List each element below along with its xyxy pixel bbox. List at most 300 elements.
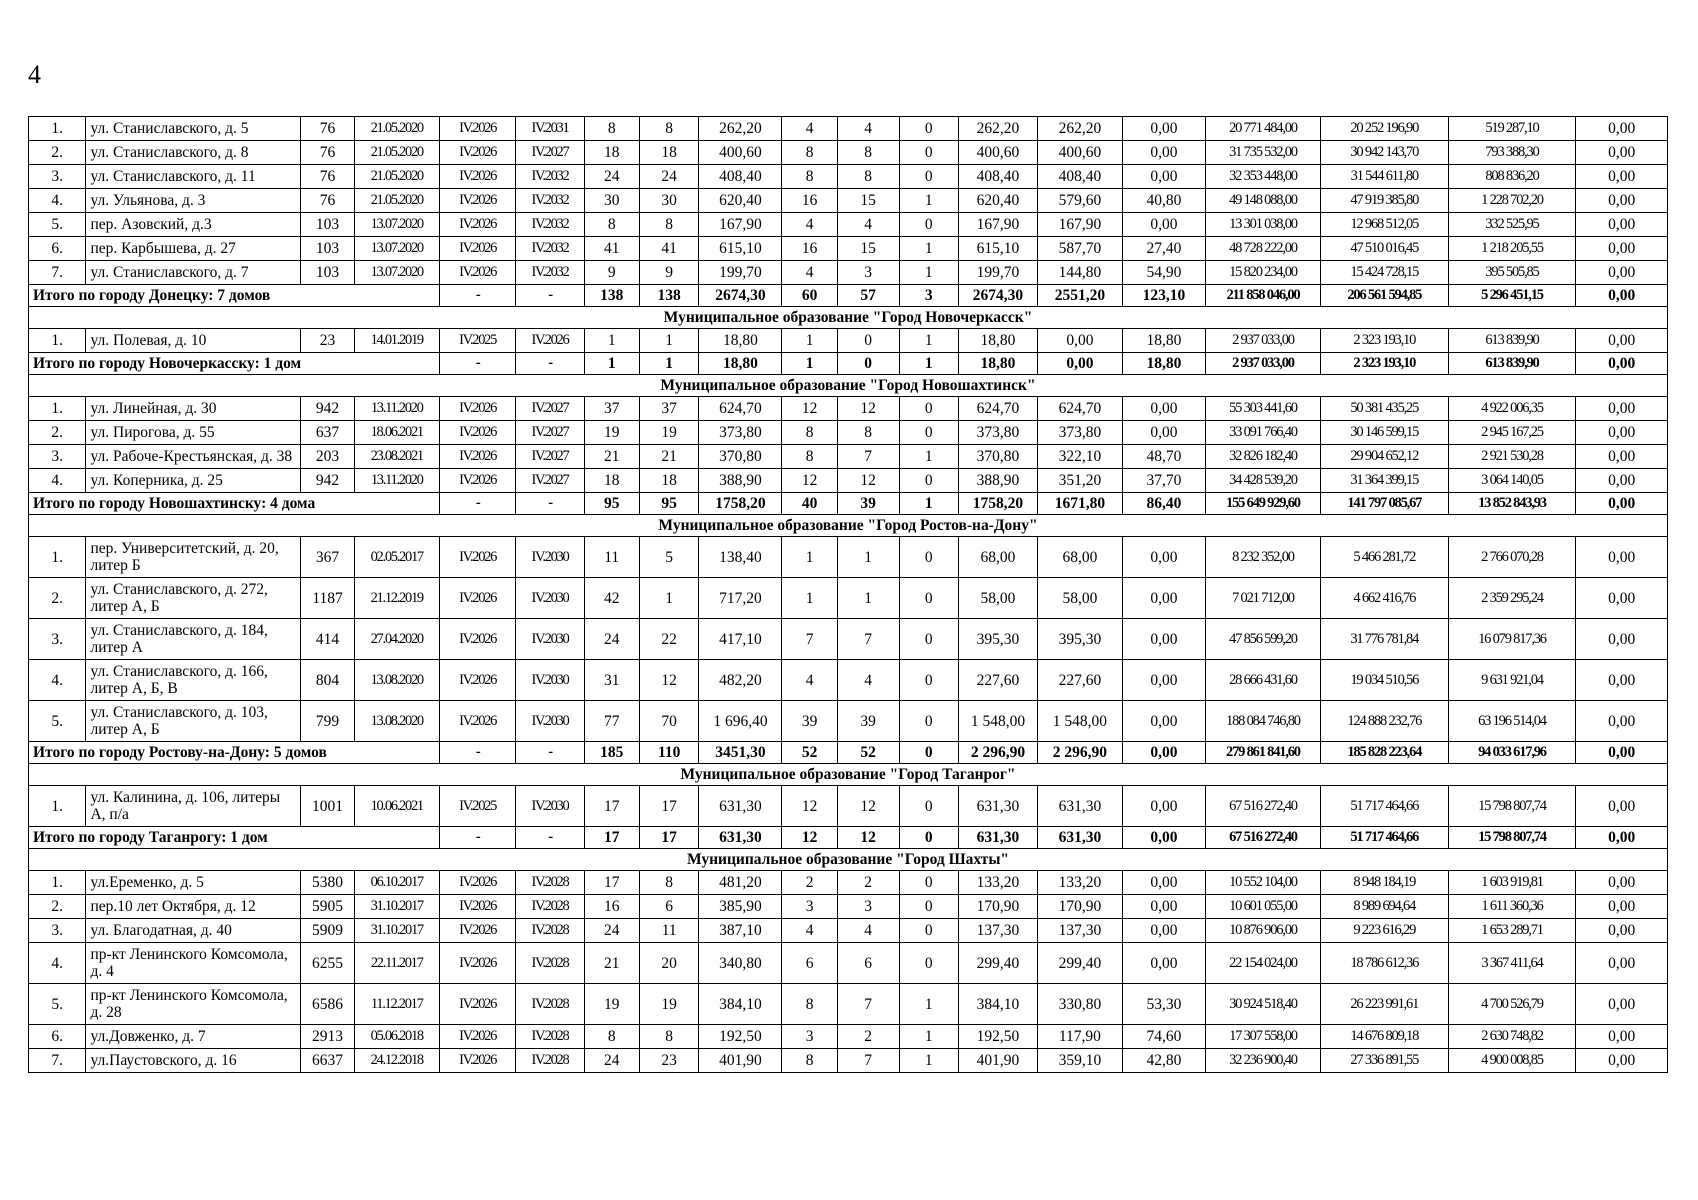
address-cell: пр-кт Ленинского Комсомола, д. 4 xyxy=(86,943,301,984)
total-label: Итого по городу Таганрогу: 1 дом xyxy=(29,827,440,849)
residents-to-move-cell: 11 xyxy=(639,919,699,943)
premises-private-cell: 0 xyxy=(899,421,959,445)
area-municipal-cell: 330,80 xyxy=(1037,984,1122,1025)
area-total-cell: 133,20 xyxy=(959,871,1038,895)
plan-date-cell: IV.2026 xyxy=(439,919,516,943)
deadline-cell: IV.2032 xyxy=(516,261,584,285)
doc-number-cell: 799 xyxy=(301,701,354,742)
area-total-cell: 400,60 xyxy=(959,141,1038,165)
area-total-cell: 137,30 xyxy=(959,919,1038,943)
doc-number-cell: 6637 xyxy=(301,1049,354,1073)
row-number-cell: 3. xyxy=(29,445,86,469)
deadline-cell: IV.2030 xyxy=(516,578,584,619)
premises-private-cell: 1 xyxy=(899,1025,959,1049)
row-number-cell: 7. xyxy=(29,1049,86,1073)
cost-other-cell: 0,00 xyxy=(1576,445,1668,469)
premises-total-cell: 6 xyxy=(782,943,837,984)
premises-private-cell: 0 xyxy=(899,919,959,943)
area-cell: 400,60 xyxy=(699,141,782,165)
cost-budget-cell: 2 630 748,82 xyxy=(1448,1025,1576,1049)
premises-private-cell: 0 xyxy=(899,397,959,421)
cost-budget-cell: 4 700 526,79 xyxy=(1448,984,1576,1025)
total-deadline-cell: 185 xyxy=(584,742,639,764)
premises-private-cell: 0 xyxy=(899,141,959,165)
doc-number-cell: 5909 xyxy=(301,919,354,943)
address-cell: ул. Линейная, д. 30 xyxy=(86,397,301,421)
section-heading: Муниципальное образование "Город Ростов-на-Дону" xyxy=(29,515,1668,537)
cost-other-cell: 0,00 xyxy=(1576,165,1668,189)
total-row xyxy=(29,742,1668,764)
doc-number-cell: 103 xyxy=(301,237,354,261)
cost-budget-cell: 16 079 817,36 xyxy=(1448,619,1576,660)
plan-date-cell: IV.2026 xyxy=(439,984,516,1025)
plan-date-cell: IV.2026 xyxy=(439,578,516,619)
table-row xyxy=(29,660,1668,701)
premises-private-cell: 1 xyxy=(899,189,959,213)
premises-total-cell: 16 xyxy=(782,189,837,213)
area-private-cell: 0,00 xyxy=(1122,943,1205,984)
area-total-cell: 262,20 xyxy=(959,117,1038,141)
cost-total-cell: 7 021 712,00 xyxy=(1205,578,1320,619)
row-number-cell: 2. xyxy=(29,578,86,619)
doc-number-cell: 76 xyxy=(301,189,354,213)
cost-other-cell: 0,00 xyxy=(1576,895,1668,919)
area-cell: 387,10 xyxy=(699,919,782,943)
area-private-cell: 0,00 xyxy=(1122,213,1205,237)
premises-municipal-cell: 12 xyxy=(837,469,899,493)
cost-budget-cell: 613 839,90 xyxy=(1448,329,1576,353)
total-residents-cell: 1 xyxy=(639,353,699,375)
table-row xyxy=(29,895,1668,919)
residents-to-move-cell: 8 xyxy=(639,117,699,141)
table-row xyxy=(29,445,1668,469)
row-number-cell: 1. xyxy=(29,117,86,141)
doc-number-cell: 76 xyxy=(301,165,354,189)
row-number-cell: 1. xyxy=(29,329,86,353)
area-municipal-cell: 373,80 xyxy=(1037,421,1122,445)
total-cost-budget-cell: 0,00 xyxy=(1576,493,1668,515)
premises-private-cell: 0 xyxy=(899,895,959,919)
residents-cell: 42 xyxy=(584,578,639,619)
table-row xyxy=(29,619,1668,660)
total-premises-municipal-cell: 1 xyxy=(899,353,959,375)
total-label: Итого по городу Новошахтинску: 4 дома xyxy=(29,493,440,515)
residents-cell: 17 xyxy=(584,786,639,827)
plan-date-cell: IV.2026 xyxy=(439,117,516,141)
plan-date-cell: IV.2026 xyxy=(439,469,516,493)
address-cell: ул. Калинина, д. 106, литеры А, п/а xyxy=(86,786,301,827)
premises-municipal-cell: 1 xyxy=(837,578,899,619)
area-private-cell: 0,00 xyxy=(1122,117,1205,141)
premises-private-cell: 1 xyxy=(899,445,959,469)
residents-cell: 24 xyxy=(584,919,639,943)
doc-number-cell: 1001 xyxy=(301,786,354,827)
doc-date-cell: 05.06.2018 xyxy=(354,1025,439,1049)
address-cell: ул. Станиславского, д. 272, литер А, Б xyxy=(86,578,301,619)
total-label: Итого по городу Ростову-на-Дону: 5 домов xyxy=(29,742,440,764)
premises-municipal-cell: 6 xyxy=(837,943,899,984)
cost-budget-cell: 2 945 167,25 xyxy=(1448,421,1576,445)
premises-total-cell: 1 xyxy=(782,578,837,619)
cost-total-cell: 188 084 746,80 xyxy=(1205,701,1320,742)
cost-other-cell: 0,00 xyxy=(1576,237,1668,261)
cost-total-cell: 47 856 599,20 xyxy=(1205,619,1320,660)
total-area-total-cell: 0,00 xyxy=(1037,353,1122,375)
premises-municipal-cell: 4 xyxy=(837,660,899,701)
premises-municipal-cell: 15 xyxy=(837,237,899,261)
total-residents-cell: 138 xyxy=(639,285,699,307)
residents-to-move-cell: 8 xyxy=(639,1025,699,1049)
deadline-cell: IV.2027 xyxy=(516,445,584,469)
row-number-cell: 5. xyxy=(29,213,86,237)
area-cell: 481,20 xyxy=(699,871,782,895)
row-number-cell: 2. xyxy=(29,141,86,165)
area-cell: 624,70 xyxy=(699,397,782,421)
table-row xyxy=(29,943,1668,984)
residents-cell: 19 xyxy=(584,984,639,1025)
page-number: 4 xyxy=(28,60,41,89)
cost-other-cell: 0,00 xyxy=(1576,786,1668,827)
cost-total-cell: 2 937 033,00 xyxy=(1205,329,1320,353)
area-total-cell: 199,70 xyxy=(959,261,1038,285)
total-plan-date-cell: - xyxy=(516,742,584,764)
total-cost-total-cell: 51 717 464,66 xyxy=(1320,827,1448,849)
cost-fund-cell: 29 904 652,12 xyxy=(1320,445,1448,469)
premises-municipal-cell: 39 xyxy=(837,701,899,742)
residents-cell: 41 xyxy=(584,237,639,261)
area-cell: 717,20 xyxy=(699,578,782,619)
total-area-private-cell: 279 861 841,60 xyxy=(1205,742,1320,764)
doc-date-cell: 21.05.2020 xyxy=(354,165,439,189)
residents-cell: 8 xyxy=(584,213,639,237)
total-doc-date-cell: - xyxy=(439,285,516,307)
premises-total-cell: 4 xyxy=(782,213,837,237)
residents-to-move-cell: 5 xyxy=(639,537,699,578)
area-municipal-cell: 137,30 xyxy=(1037,919,1122,943)
total-cost-budget-cell: 0,00 xyxy=(1576,742,1668,764)
area-cell: 1 696,40 xyxy=(699,701,782,742)
residents-cell: 37 xyxy=(584,397,639,421)
total-area-cell: 1 xyxy=(782,353,837,375)
cost-other-cell: 0,00 xyxy=(1576,871,1668,895)
area-municipal-cell: 400,60 xyxy=(1037,141,1122,165)
cost-total-cell: 33 091 766,40 xyxy=(1205,421,1320,445)
area-private-cell: 53,30 xyxy=(1122,984,1205,1025)
section-heading: Муниципальное образование "Город Новошахтинск" xyxy=(29,375,1668,397)
area-private-cell: 0,00 xyxy=(1122,141,1205,165)
area-cell: 199,70 xyxy=(699,261,782,285)
row-number-cell: 5. xyxy=(29,984,86,1025)
area-total-cell: 408,40 xyxy=(959,165,1038,189)
area-total-cell: 373,80 xyxy=(959,421,1038,445)
doc-number-cell: 5380 xyxy=(301,871,354,895)
premises-total-cell: 2 xyxy=(782,871,837,895)
table-row xyxy=(29,261,1668,285)
table-row xyxy=(29,578,1668,619)
cost-fund-cell: 20 252 196,90 xyxy=(1320,117,1448,141)
doc-date-cell: 23.08.2021 xyxy=(354,445,439,469)
residents-cell: 18 xyxy=(584,469,639,493)
doc-number-cell: 103 xyxy=(301,213,354,237)
total-doc-date-cell: - xyxy=(439,353,516,375)
area-total-cell: 58,00 xyxy=(959,578,1038,619)
cost-other-cell: 0,00 xyxy=(1576,701,1668,742)
residents-to-move-cell: 6 xyxy=(639,895,699,919)
total-residents-cell: 110 xyxy=(639,742,699,764)
cost-other-cell: 0,00 xyxy=(1576,619,1668,660)
doc-date-cell: 22.11.2017 xyxy=(354,943,439,984)
residents-to-move-cell: 1 xyxy=(639,329,699,353)
deadline-cell: IV.2028 xyxy=(516,919,584,943)
cost-budget-cell: 1 653 289,71 xyxy=(1448,919,1576,943)
total-area-municipal-cell: 18,80 xyxy=(1122,353,1205,375)
cost-budget-cell: 332 525,95 xyxy=(1448,213,1576,237)
residents-to-move-cell: 23 xyxy=(639,1049,699,1073)
premises-total-cell: 3 xyxy=(782,1025,837,1049)
address-cell: ул. Рабоче-Крестьянская, д. 38 xyxy=(86,445,301,469)
area-municipal-cell: 0,00 xyxy=(1037,329,1122,353)
row-number-cell: 2. xyxy=(29,421,86,445)
area-total-cell: 167,90 xyxy=(959,213,1038,237)
total-area-private-cell: 2 937 033,00 xyxy=(1205,353,1320,375)
cost-budget-cell: 2 766 070,28 xyxy=(1448,537,1576,578)
cost-budget-cell: 1 218 205,55 xyxy=(1448,237,1576,261)
residents-cell: 9 xyxy=(584,261,639,285)
premises-private-cell: 0 xyxy=(899,578,959,619)
premises-municipal-cell: 4 xyxy=(837,213,899,237)
premises-total-cell: 8 xyxy=(782,165,837,189)
cost-budget-cell: 2 921 530,28 xyxy=(1448,445,1576,469)
area-municipal-cell: 322,10 xyxy=(1037,445,1122,469)
total-area-total-cell: 2551,20 xyxy=(1037,285,1122,307)
area-cell: 401,90 xyxy=(699,1049,782,1073)
doc-number-cell: 637 xyxy=(301,421,354,445)
total-deadline-cell: 138 xyxy=(584,285,639,307)
deadline-cell: IV.2030 xyxy=(516,660,584,701)
cost-total-cell: 10 601 055,00 xyxy=(1205,895,1320,919)
cost-total-cell: 8 232 352,00 xyxy=(1205,537,1320,578)
area-private-cell: 74,60 xyxy=(1122,1025,1205,1049)
area-municipal-cell: 167,90 xyxy=(1037,213,1122,237)
doc-date-cell: 13.08.2020 xyxy=(354,660,439,701)
residents-cell: 18 xyxy=(584,141,639,165)
area-municipal-cell: 1 548,00 xyxy=(1037,701,1122,742)
area-total-cell: 170,90 xyxy=(959,895,1038,919)
premises-total-cell: 4 xyxy=(782,660,837,701)
premises-municipal-cell: 3 xyxy=(837,895,899,919)
premises-private-cell: 1 xyxy=(899,984,959,1025)
total-row xyxy=(29,493,1668,515)
area-cell: 615,10 xyxy=(699,237,782,261)
cost-total-cell: 34 428 539,20 xyxy=(1205,469,1320,493)
total-deadline-cell: 1 xyxy=(584,353,639,375)
total-area-municipal-cell: 0,00 xyxy=(1122,827,1205,849)
total-premises-total-cell: 12 xyxy=(837,827,899,849)
plan-date-cell: IV.2026 xyxy=(439,619,516,660)
cost-total-cell: 13 301 038,00 xyxy=(1205,213,1320,237)
doc-date-cell: 31.10.2017 xyxy=(354,895,439,919)
deadline-cell: IV.2028 xyxy=(516,1049,584,1073)
cost-total-cell: 31 735 532,00 xyxy=(1205,141,1320,165)
deadline-cell: IV.2032 xyxy=(516,237,584,261)
area-cell: 482,20 xyxy=(699,660,782,701)
cost-fund-cell: 9 223 616,29 xyxy=(1320,919,1448,943)
deadline-cell: IV.2026 xyxy=(516,329,584,353)
address-cell: пер. Карбышева, д. 27 xyxy=(86,237,301,261)
area-cell: 192,50 xyxy=(699,1025,782,1049)
premises-municipal-cell: 2 xyxy=(837,871,899,895)
total-cost-fund-cell: 5 296 451,15 xyxy=(1448,285,1576,307)
deadline-cell: IV.2027 xyxy=(516,469,584,493)
residents-cell: 24 xyxy=(584,165,639,189)
total-premises-total-cell: 39 xyxy=(837,493,899,515)
doc-date-cell: 14.01.2019 xyxy=(354,329,439,353)
premises-private-cell: 0 xyxy=(899,871,959,895)
area-cell: 384,10 xyxy=(699,984,782,1025)
residents-to-move-cell: 24 xyxy=(639,165,699,189)
deadline-cell: IV.2028 xyxy=(516,984,584,1025)
total-cost-total-cell: 141 797 085,67 xyxy=(1320,493,1448,515)
doc-number-cell: 804 xyxy=(301,660,354,701)
total-doc-date-cell: - xyxy=(439,493,516,515)
residents-to-move-cell: 22 xyxy=(639,619,699,660)
area-total-cell: 192,50 xyxy=(959,1025,1038,1049)
table-body xyxy=(29,117,1668,1073)
cost-fund-cell: 4 662 416,76 xyxy=(1320,578,1448,619)
cost-fund-cell: 30 146 599,15 xyxy=(1320,421,1448,445)
row-number-cell: 4. xyxy=(29,660,86,701)
cost-total-cell: 17 307 558,00 xyxy=(1205,1025,1320,1049)
premises-private-cell: 1 xyxy=(899,329,959,353)
deadline-cell: IV.2032 xyxy=(516,189,584,213)
section-row xyxy=(29,849,1668,871)
premises-total-cell: 8 xyxy=(782,984,837,1025)
doc-date-cell: 13.11.2020 xyxy=(354,469,439,493)
cost-fund-cell: 8 989 694,64 xyxy=(1320,895,1448,919)
table-row xyxy=(29,1025,1668,1049)
plan-date-cell: IV.2026 xyxy=(439,397,516,421)
address-cell: ул. Полевая, д. 10 xyxy=(86,329,301,353)
residents-to-move-cell: 18 xyxy=(639,469,699,493)
cost-other-cell: 0,00 xyxy=(1576,189,1668,213)
total-premises-private-cell: 1758,20 xyxy=(959,493,1038,515)
table-row xyxy=(29,871,1668,895)
cost-other-cell: 0,00 xyxy=(1576,397,1668,421)
address-cell: ул. Станиславского, д. 103, литер А, Б xyxy=(86,701,301,742)
address-cell: ул. Станиславского, д. 8 xyxy=(86,141,301,165)
table-row xyxy=(29,397,1668,421)
premises-total-cell: 8 xyxy=(782,421,837,445)
plan-date-cell: IV.2026 xyxy=(439,1049,516,1073)
total-doc-date-cell: - xyxy=(439,827,516,849)
total-residents-cell: 95 xyxy=(639,493,699,515)
area-municipal-cell: 624,70 xyxy=(1037,397,1122,421)
residents-cell: 16 xyxy=(584,895,639,919)
total-cost-budget-cell: 0,00 xyxy=(1576,285,1668,307)
cost-budget-cell: 3 064 140,05 xyxy=(1448,469,1576,493)
plan-date-cell: IV.2026 xyxy=(439,537,516,578)
section-heading: Муниципальное образование "Город Новочеркасск" xyxy=(29,307,1668,329)
cost-total-cell: 20 771 484,00 xyxy=(1205,117,1320,141)
plan-date-cell: IV.2026 xyxy=(439,189,516,213)
total-cost-fund-cell: 15 798 807,74 xyxy=(1448,827,1576,849)
cost-fund-cell: 15 424 728,15 xyxy=(1320,261,1448,285)
area-private-cell: 27,40 xyxy=(1122,237,1205,261)
table-row xyxy=(29,329,1668,353)
area-private-cell: 0,00 xyxy=(1122,397,1205,421)
residents-to-move-cell: 8 xyxy=(639,871,699,895)
premises-municipal-cell: 7 xyxy=(837,984,899,1025)
area-municipal-cell: 58,00 xyxy=(1037,578,1122,619)
residents-to-move-cell: 19 xyxy=(639,984,699,1025)
premises-private-cell: 0 xyxy=(899,213,959,237)
cost-other-cell: 0,00 xyxy=(1576,261,1668,285)
cost-fund-cell: 18 786 612,36 xyxy=(1320,943,1448,984)
premises-total-cell: 8 xyxy=(782,1049,837,1073)
deadline-cell: IV.2030 xyxy=(516,701,584,742)
total-residents-to-move-cell: 631,30 xyxy=(699,827,782,849)
area-cell: 385,90 xyxy=(699,895,782,919)
area-private-cell: 0,00 xyxy=(1122,895,1205,919)
row-number-cell: 1. xyxy=(29,537,86,578)
address-cell: пер. Университетский, д. 20, литер Б xyxy=(86,537,301,578)
premises-municipal-cell: 2 xyxy=(837,1025,899,1049)
deadline-cell: IV.2031 xyxy=(516,117,584,141)
doc-date-cell: 21.12.2019 xyxy=(354,578,439,619)
area-total-cell: 620,40 xyxy=(959,189,1038,213)
residents-to-move-cell: 70 xyxy=(639,701,699,742)
premises-total-cell: 1 xyxy=(782,329,837,353)
area-municipal-cell: 227,60 xyxy=(1037,660,1122,701)
total-cost-total-cell: 2 323 193,10 xyxy=(1320,353,1448,375)
doc-date-cell: 21.05.2020 xyxy=(354,189,439,213)
total-area-total-cell: 2 296,90 xyxy=(1037,742,1122,764)
cost-other-cell: 0,00 xyxy=(1576,1025,1668,1049)
section-heading: Муниципальное образование "Город Таганрог" xyxy=(29,764,1668,786)
area-private-cell: 0,00 xyxy=(1122,919,1205,943)
row-number-cell: 1. xyxy=(29,786,86,827)
total-residents-to-move-cell: 18,80 xyxy=(699,353,782,375)
area-total-cell: 299,40 xyxy=(959,943,1038,984)
area-municipal-cell: 262,20 xyxy=(1037,117,1122,141)
area-private-cell: 0,00 xyxy=(1122,537,1205,578)
residents-to-move-cell: 17 xyxy=(639,786,699,827)
total-deadline-cell: 17 xyxy=(584,827,639,849)
section-row xyxy=(29,307,1668,329)
premises-private-cell: 1 xyxy=(899,1049,959,1073)
area-municipal-cell: 351,20 xyxy=(1037,469,1122,493)
doc-number-cell: 5905 xyxy=(301,895,354,919)
area-private-cell: 37,70 xyxy=(1122,469,1205,493)
area-total-cell: 384,10 xyxy=(959,984,1038,1025)
area-cell: 262,20 xyxy=(699,117,782,141)
premises-total-cell: 12 xyxy=(782,397,837,421)
total-area-municipal-cell: 86,40 xyxy=(1122,493,1205,515)
address-cell: пер. Азовский, д.3 xyxy=(86,213,301,237)
premises-total-cell: 39 xyxy=(782,701,837,742)
residents-to-move-cell: 37 xyxy=(639,397,699,421)
cost-fund-cell: 30 942 143,70 xyxy=(1320,141,1448,165)
residents-to-move-cell: 30 xyxy=(639,189,699,213)
cost-other-cell: 0,00 xyxy=(1576,919,1668,943)
cost-other-cell: 0,00 xyxy=(1576,213,1668,237)
total-label: Итого по городу Новочеркасску: 1 дом xyxy=(29,353,440,375)
row-number-cell: 2. xyxy=(29,895,86,919)
cost-other-cell: 0,00 xyxy=(1576,469,1668,493)
table-row xyxy=(29,919,1668,943)
area-private-cell: 0,00 xyxy=(1122,421,1205,445)
total-cost-fund-cell: 13 852 843,93 xyxy=(1448,493,1576,515)
